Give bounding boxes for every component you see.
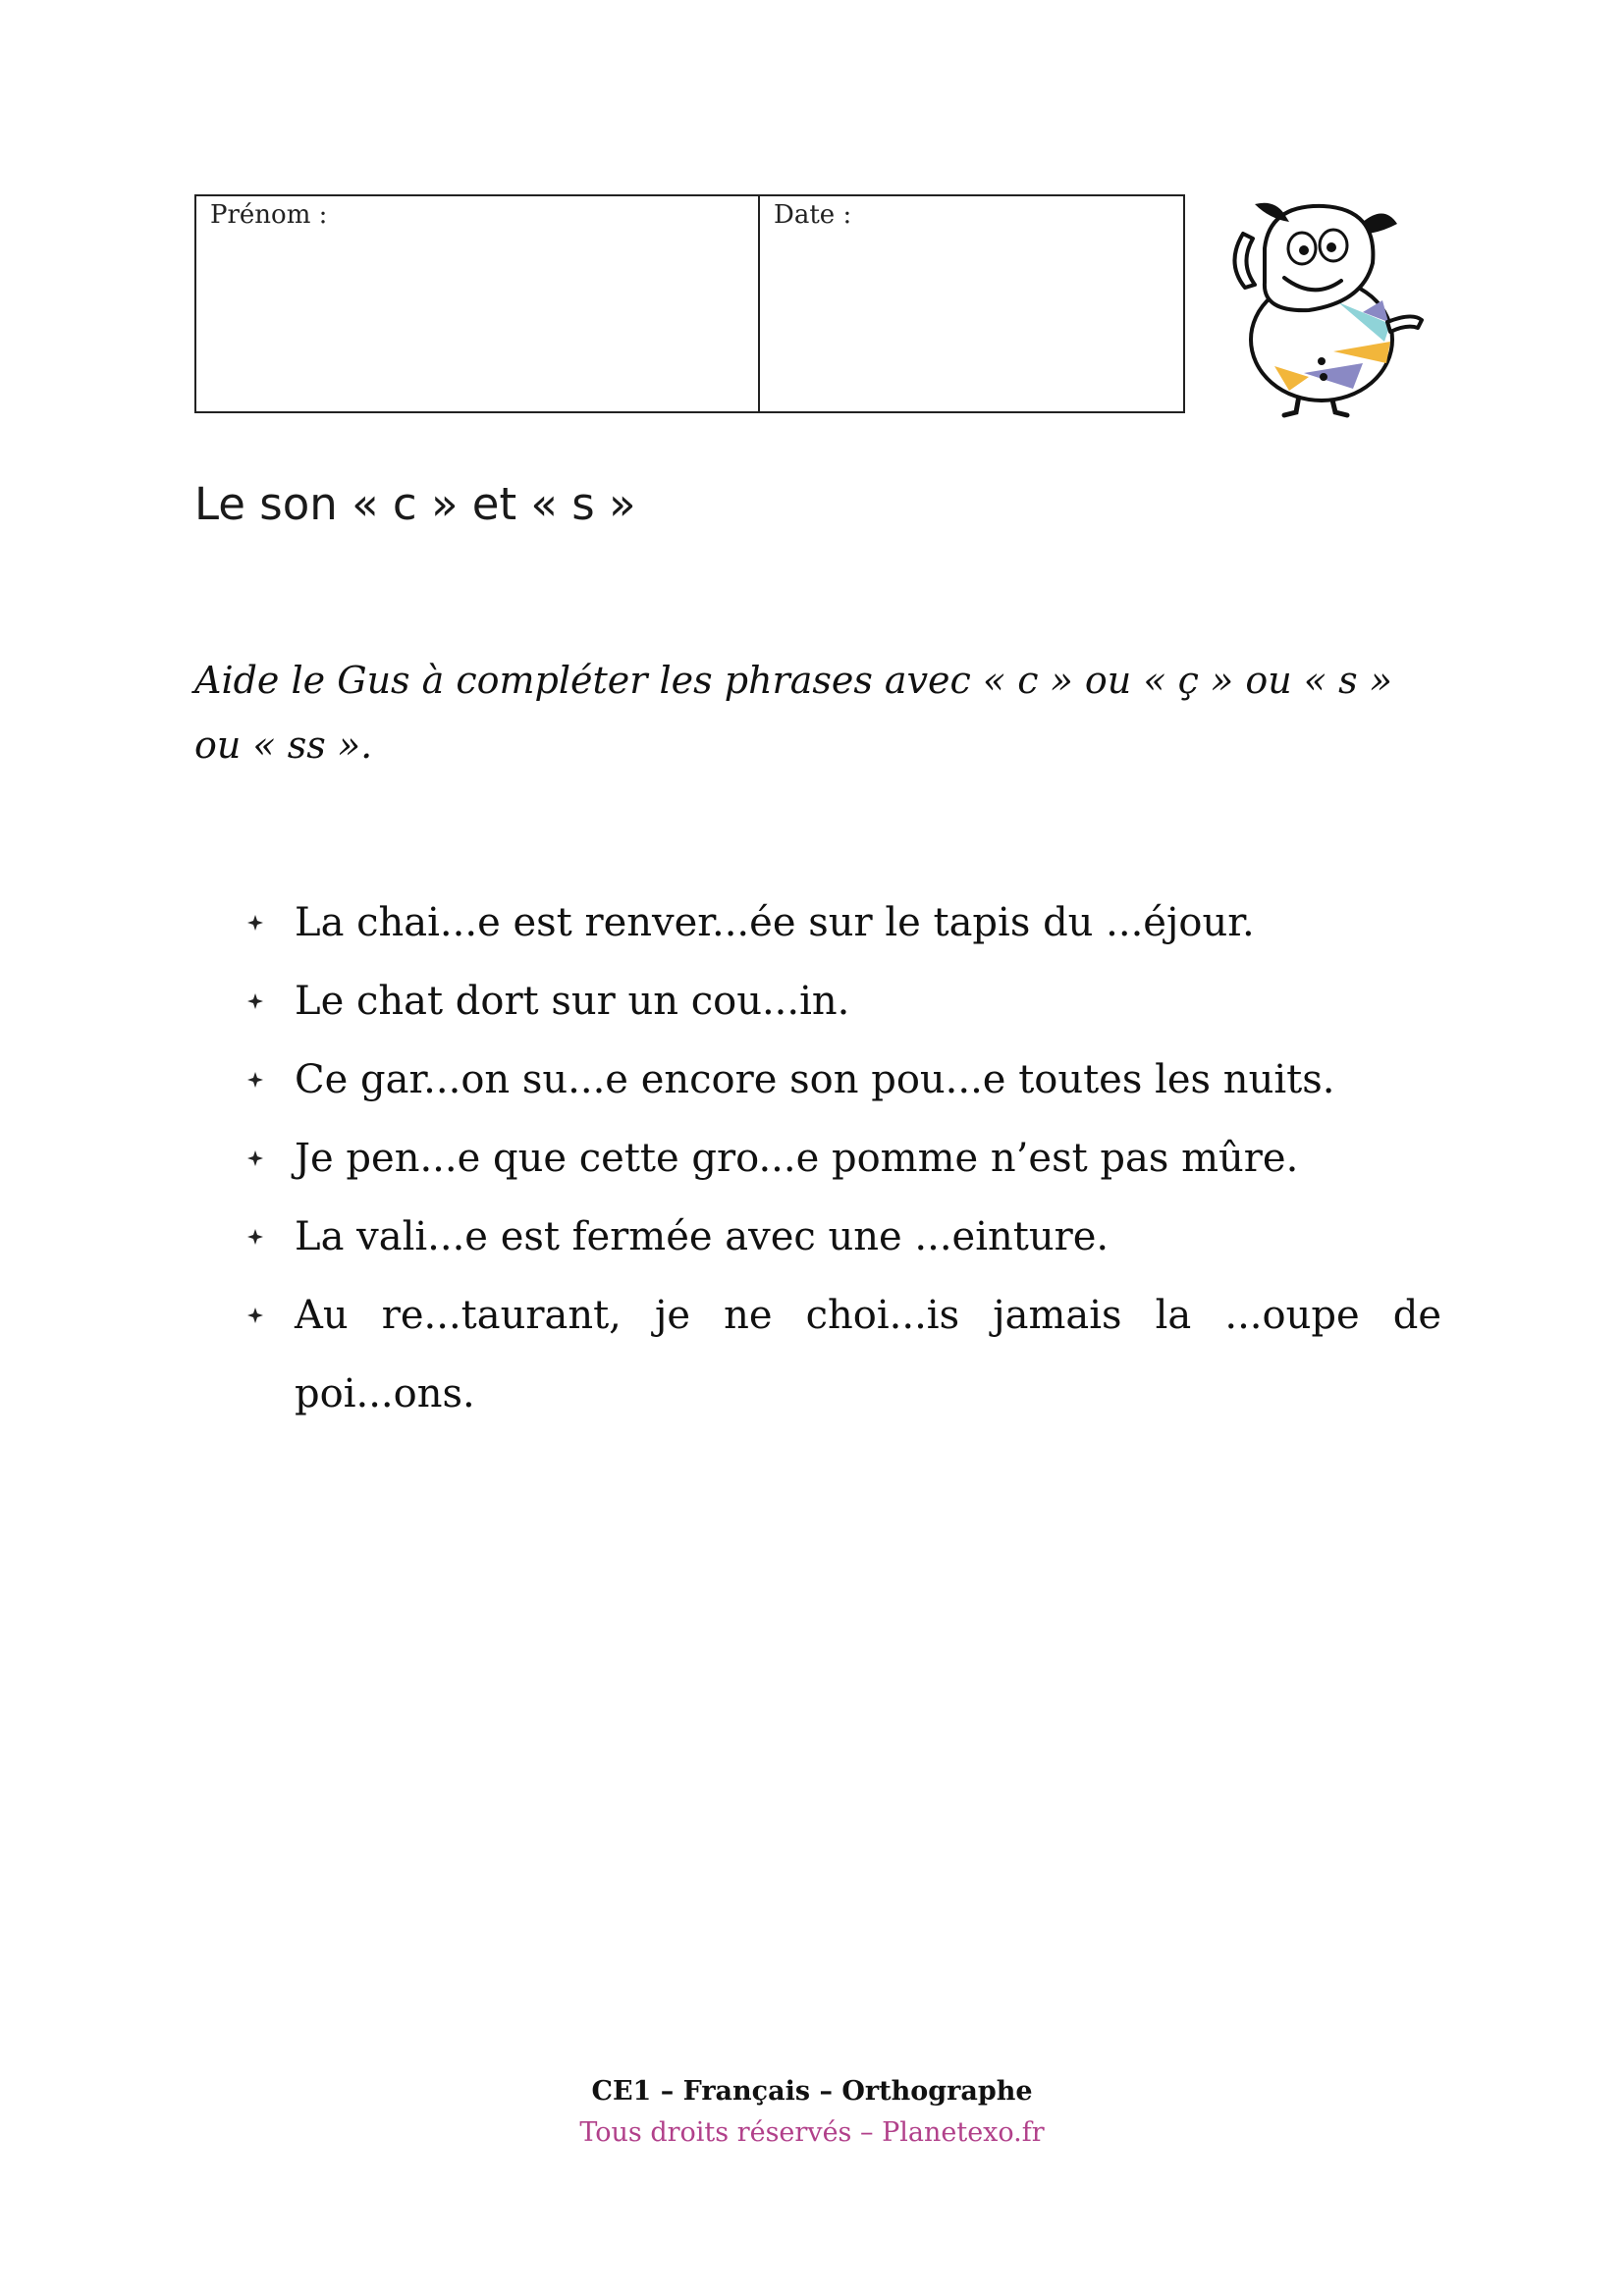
sentence-text[interactable]: La vali...e est fermée avec une ...einture. (295, 1214, 1110, 1259)
sentence-text[interactable]: Je pen...e que cette gro...e pomme n’est pas mûre. (295, 1136, 1299, 1181)
date-cell[interactable] (760, 196, 1183, 411)
footer-subject: CE1 – Français – Orthographe (591, 2076, 1033, 2107)
prenom-label: Prénom : (210, 200, 328, 230)
footer-copyright: Tous droits réservés – Planetexo.fr (579, 2117, 1045, 2148)
sentence-list (244, 883, 1441, 1433)
sentence-text[interactable]: Au re...taurant, je ne choi...is jamais la ...oupe de poi...ons. (295, 1293, 1441, 1416)
diamond-bullet-icon (244, 1276, 267, 1355)
diamond-bullet-icon (244, 1198, 267, 1276)
exercise-instruction: Aide le Gus à compléter les phrases avec « c » ou « ç » ou « s » ou « ss ». (194, 659, 1392, 767)
diamond-bullet-icon (244, 1041, 267, 1119)
diamond-bullet-icon (244, 883, 267, 962)
list-item (244, 1041, 1441, 1119)
list-item (244, 1119, 1441, 1198)
date-label: Date : (774, 200, 852, 230)
name-date-box (194, 194, 1185, 413)
list-item (244, 883, 1441, 962)
sentence-text[interactable]: Ce gar...on su...e encore son pou...e toutes les nuits. (295, 1057, 1335, 1102)
gus-mascot-icon (1216, 194, 1436, 420)
diamond-bullet-icon (244, 1119, 267, 1198)
list-item (244, 1198, 1441, 1276)
sentence-text[interactable]: La chai...e est renver...ée sur le tapis du ...éjour. (295, 900, 1255, 945)
prenom-cell[interactable] (196, 196, 760, 411)
list-item (244, 962, 1441, 1041)
list-item (244, 1276, 1441, 1433)
page-title: Le son « c » et « s » (194, 478, 636, 530)
diamond-bullet-icon (244, 962, 267, 1041)
sentence-text[interactable]: Le chat dort sur un cou...in. (295, 979, 850, 1024)
